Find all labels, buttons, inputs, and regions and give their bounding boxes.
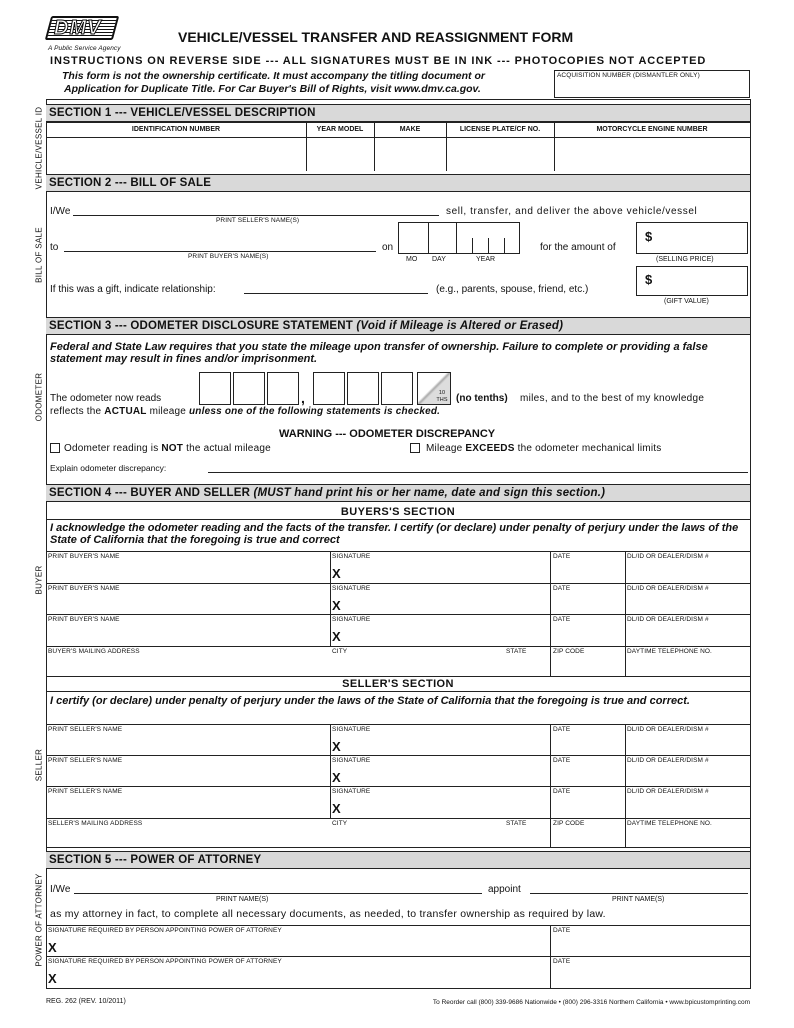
- buyer-dl-label-1: DL/ID OR DEALER/DISM #: [627, 553, 709, 560]
- buyer-x-2: X: [332, 598, 341, 613]
- buyer-city-label: CITY: [332, 648, 348, 655]
- section4-header: [46, 484, 750, 502]
- seller-city-label: CITY: [332, 820, 348, 827]
- seller-phone-label: DAYTIME TELEPHONE NO.: [627, 820, 712, 827]
- gift-text: If this was a gift, indicate relationship:: [50, 284, 216, 295]
- not-actual-mileage-label: [64, 443, 271, 454]
- side-label-bill-of-sale: BILL OF SALE: [34, 227, 44, 283]
- actual-word: ACTUAL: [104, 406, 147, 417]
- odometer-tenths-box: [417, 372, 451, 405]
- logo-text: DMV: [54, 17, 102, 39]
- reflects-mid: mileage: [149, 406, 187, 417]
- seller-name-line[interactable]: [73, 215, 439, 216]
- dollar-sign: $: [645, 229, 653, 244]
- section4-title: SECTION 4 --- BUYER AND SELLER: [49, 487, 251, 499]
- buyer-signature-label-3: SIGNATURE: [332, 616, 371, 623]
- tenths-bottom-label: THS: [436, 397, 448, 403]
- print-buyer-name-label-1: PRINT BUYER'S NAME: [48, 553, 120, 560]
- gift-relationship-line[interactable]: [244, 293, 428, 294]
- seller-dl-label-2: DL/ID OR DEALER/DISM #: [627, 757, 709, 764]
- gift-dollar-sign: $: [645, 272, 653, 287]
- seller-date-label-2: DATE: [553, 757, 571, 764]
- poa-names-line[interactable]: [74, 893, 482, 894]
- poa-sig-label-1: SIGNATURE REQUIRED BY PERSON APPOINTING POWER OF ATTORNEY: [48, 927, 282, 934]
- buyer-name-line[interactable]: [64, 251, 376, 252]
- seller-dl-label-3: DL/ID OR DEALER/DISM #: [627, 788, 709, 795]
- seller-dl-label-1: DL/ID OR DEALER/DISM #: [627, 726, 709, 733]
- poa-attorney-line[interactable]: [530, 893, 748, 894]
- tenths-top-label: 10: [438, 390, 446, 396]
- iwe-label: I/We: [50, 206, 71, 217]
- poa-print-names-label-1: PRINT NAME(S): [216, 896, 269, 903]
- instructions-line: INSTRUCTIONS ON REVERSE SIDE --- ALL SIGNATURES MUST BE IN INK --- PHOTOCOPIES NOT ACCEPTED: [50, 55, 707, 67]
- explain-discrepancy-line[interactable]: [208, 472, 748, 473]
- day-label: DAY: [432, 256, 446, 263]
- odometer-digit-1[interactable]: [199, 372, 231, 405]
- odometer-digit-2[interactable]: [233, 372, 265, 405]
- side-label-power-of-attorney: POWER OF ATTORNEY: [34, 873, 44, 967]
- buyer-x-3: X: [332, 629, 341, 644]
- selling-price-label: (SELLING PRICE): [656, 256, 714, 263]
- buyers-section-title: BUYERS'S SECTION: [340, 506, 456, 518]
- poa-date-label-2: DATE: [553, 958, 571, 965]
- print-seller-name-label-1: PRINT SELLER'S NAME: [48, 726, 123, 733]
- year-label: YEAR: [476, 256, 496, 263]
- reflects-post: unless one of the following statements is checked.: [189, 406, 441, 417]
- buyer-date-label-2: DATE: [553, 585, 571, 592]
- poa-x-2: X: [48, 971, 57, 986]
- section5-header: SECTION 5 --- POWER OF ATTORNEY: [46, 851, 750, 869]
- buyer-signature-label-2: SIGNATURE: [332, 585, 371, 592]
- buyer-date-label-1: DATE: [553, 553, 571, 560]
- to-label: to: [50, 242, 59, 253]
- poa-iwe-label: I/We: [50, 884, 71, 895]
- poa-x-1: X: [48, 940, 57, 955]
- dmv-logo: [48, 16, 118, 46]
- acquisition-number-label: ACQUISITION NUMBER (DISMANTLER ONLY): [557, 72, 700, 79]
- side-label-vehicle-id: VEHICLE/VESSEL ID: [34, 106, 44, 190]
- opt1-post: the actual mileage: [186, 443, 271, 454]
- form-id: REG. 262 (REV. 10/2011): [46, 998, 126, 1005]
- gift-value-label: (GIFT VALUE): [664, 298, 709, 305]
- col-license-plate: LICENSE PLATE/CF NO.: [459, 126, 541, 133]
- poa-attorney-text: as my attorney in fact, to complete all necessary documents, as needed, to transfer ownership as required by law.: [50, 908, 606, 920]
- print-seller-name-label-3: PRINT SELLER'S NAME: [48, 788, 123, 795]
- section1-header: SECTION 1 --- VEHICLE/VESSEL DESCRIPTION: [46, 104, 750, 122]
- opt2-exceeds: EXCEEDS: [465, 443, 515, 454]
- seller-state-label: STATE: [506, 820, 527, 827]
- odometer-digit-6[interactable]: [381, 372, 413, 405]
- seller-name-label: PRINT SELLER'S NAME(S): [216, 217, 300, 224]
- notice-line-1: This form is not the ownership certificate. It must accompany the titling document or: [62, 70, 485, 82]
- seller-signature-label-3: SIGNATURE: [332, 788, 371, 795]
- seller-date-label-1: DATE: [553, 726, 571, 733]
- opt1-not: NOT: [161, 443, 184, 454]
- exceeds-limits-label: [426, 443, 661, 454]
- logo-tagline: A Public Service Agency: [48, 45, 121, 52]
- side-label-seller: SELLER: [34, 748, 44, 782]
- sell-transfer-text: sell, transfer, and deliver the above vehicle/vessel: [446, 206, 698, 217]
- section3-header: [46, 317, 750, 335]
- odometer-digit-3[interactable]: [267, 372, 299, 405]
- buyer-x-1: X: [332, 566, 341, 581]
- section4-title-note: (MUST hand print his or her name, date and sign this section.): [253, 487, 606, 499]
- print-buyer-name-label-2: PRINT BUYER'S NAME: [48, 585, 120, 592]
- license-plate-input[interactable]: [447, 138, 553, 170]
- col-identification-number: IDENTIFICATION NUMBER: [131, 126, 221, 133]
- not-actual-mileage-checkbox[interactable]: [50, 443, 60, 453]
- col-motorcycle-engine: MOTORCYCLE ENGINE NUMBER: [596, 126, 708, 133]
- print-buyer-name-label-3: PRINT BUYER'S NAME: [48, 616, 120, 623]
- buyer-signature-label-1: SIGNATURE: [332, 553, 371, 560]
- poa-date-label-1: DATE: [553, 927, 571, 934]
- exceeds-limits-checkbox[interactable]: [410, 443, 420, 453]
- miles-text: miles, and to the best of my knowledge: [520, 393, 705, 404]
- seller-date-label-3: DATE: [553, 788, 571, 795]
- year-model-input[interactable]: [307, 138, 373, 170]
- section3-title-note: (Void if Mileage is Altered or Erased): [356, 320, 564, 332]
- acquisition-number-field[interactable]: [554, 70, 750, 98]
- seller-zip-label: ZIP CODE: [553, 820, 585, 827]
- reflects-line: [50, 406, 440, 417]
- seller-x-3: X: [332, 801, 341, 816]
- gift-value-input[interactable]: [636, 266, 748, 296]
- col-year-model: YEAR MODEL: [316, 126, 364, 133]
- odometer-digit-4[interactable]: [313, 372, 345, 405]
- identification-number-input[interactable]: [47, 138, 305, 170]
- poa-print-names-label-2: PRINT NAME(S): [612, 896, 665, 903]
- engine-number-input[interactable]: [555, 138, 749, 170]
- gift-example: (e.g., parents, spouse, friend, etc.): [436, 284, 589, 295]
- selling-price-input[interactable]: [636, 222, 748, 254]
- opt2-pre: Mileage: [426, 443, 463, 454]
- buyer-dl-label-2: DL/ID OR DEALER/DISM #: [627, 585, 709, 592]
- explain-discrepancy-label: Explain odometer discrepancy:: [50, 463, 167, 473]
- buyer-certification: I acknowledge the odometer reading and the facts of the transfer. I certify (or declare) under penalty of perjury under the laws of the State of California that the foregoing is true and correct: [50, 522, 739, 546]
- buyer-phone-label: DAYTIME TELEPHONE NO.: [627, 648, 712, 655]
- odometer-law-text: Federal and State Law requires that you state the mileage upon transfer of ownership. Failure to complete or providing a false statement may result in fines and/or imprisonment.: [50, 341, 708, 365]
- appoint-label: appoint: [488, 884, 521, 895]
- odometer-digit-5[interactable]: [347, 372, 379, 405]
- sale-date-field[interactable]: [398, 222, 520, 254]
- section3-title: SECTION 3 --- ODOMETER DISCLOSURE STATEMENT: [49, 320, 353, 332]
- side-label-buyer: BUYER: [34, 565, 44, 595]
- side-label-odometer: ODOMETER: [34, 372, 44, 422]
- odometer-reads-label: The odometer now reads: [50, 393, 162, 404]
- opt1-pre: Odometer reading is: [64, 443, 159, 454]
- buyer-state-label: STATE: [506, 648, 527, 655]
- seller-x-1: X: [332, 739, 341, 754]
- print-seller-name-label-2: PRINT SELLER'S NAME: [48, 757, 123, 764]
- no-tenths-label: (no tenths): [456, 393, 508, 404]
- make-input[interactable]: [375, 138, 445, 170]
- buyer-date-label-3: DATE: [553, 616, 571, 623]
- for-amount-text: for the amount of: [540, 242, 616, 253]
- buyer-dl-label-3: DL/ID OR DEALER/DISM #: [627, 616, 709, 623]
- buyer-name-label: PRINT BUYER'S NAME(S): [188, 253, 269, 260]
- col-make: MAKE: [399, 126, 421, 133]
- seller-address-label: SELLER'S MAILING ADDRESS: [48, 820, 143, 827]
- seller-x-2: X: [332, 770, 341, 785]
- sellers-section-title: SELLER'S SECTION: [342, 678, 454, 690]
- reorder-info: To Reorder call (800) 339-9686 Nationwide • (800) 296-3316 Northern California • www.bpicustomprinting.com: [432, 999, 750, 1006]
- mo-label: MO: [406, 256, 418, 263]
- buyer-address-label: BUYER'S MAILING ADDRESS: [48, 648, 140, 655]
- buyer-zip-label: ZIP CODE: [553, 648, 585, 655]
- poa-sig-label-2: SIGNATURE REQUIRED BY PERSON APPOINTING POWER OF ATTORNEY: [48, 958, 282, 965]
- page-title: VEHICLE/VESSEL TRANSFER AND REASSIGNMENT FORM: [178, 29, 574, 45]
- seller-signature-label-2: SIGNATURE: [332, 757, 371, 764]
- opt2-post: the odometer mechanical limits: [517, 443, 662, 454]
- notice-line-2: Application for Duplicate Title. For Car Buyer's Bill of Rights, visit www.dmv.ca.gov.: [64, 83, 481, 95]
- odometer-warning: WARNING --- ODOMETER DISCREPANCY: [279, 428, 496, 440]
- on-label: on: [382, 242, 394, 253]
- seller-signature-label-1: SIGNATURE: [332, 726, 371, 733]
- reflects-pre: reflects the: [50, 406, 102, 417]
- section2-header: SECTION 2 --- BILL OF SALE: [46, 174, 750, 192]
- seller-certification: I certify (or declare) under penalty of perjury under the laws of the State of California that the foregoing is true and correct.: [50, 695, 690, 707]
